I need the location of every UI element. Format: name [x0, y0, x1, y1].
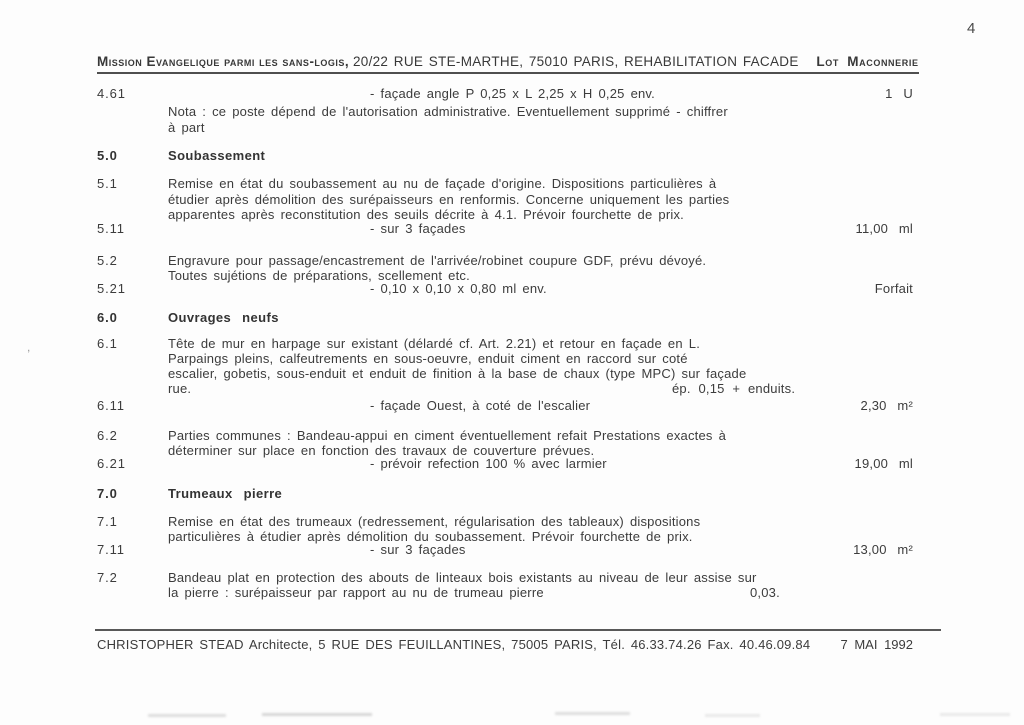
project-address: 20/22 RUE STE-MARTHE, 75010 PARIS, REHABILITATION FACADE	[352, 54, 799, 69]
item-row-5-1	[0, 176, 1024, 192]
section-number: 5.0	[97, 148, 118, 163]
item-quantity: 13,00 m²	[853, 542, 913, 557]
inline-dimension-note: 0,03.	[750, 585, 780, 600]
item-6-1-line-3	[0, 366, 1024, 382]
item-quantity: Forfait	[874, 281, 913, 296]
section-title: Ouvrages neufs	[168, 310, 279, 325]
paragraph-line: étudier après démolition des surépaisseurs en renformis. Concerne uniquement les parties	[168, 192, 730, 207]
nota-line-1	[0, 104, 1024, 120]
item-6-1-line-2	[0, 351, 1024, 367]
section-number: 6.0	[97, 310, 118, 325]
scan-artifact	[262, 713, 372, 716]
section-title: Trumeaux pierre	[168, 486, 283, 501]
item-subline: - sur 3 façades	[370, 221, 466, 236]
item-subline: - façade angle P 0,25 x L 2,25 x H 0,25 env.	[370, 86, 655, 101]
page-number: 4	[967, 20, 976, 37]
item-subline: - 0,10 x 0,10 x 0,80 ml env.	[370, 281, 547, 296]
item-row-5-2	[0, 253, 1024, 269]
architect-footer: CHRISTOPHER STEAD Architecte, 5 RUE DES FEUILLANTINES, 75005 PARIS, Tél. 46.33.74.26 Fax. 40.46.09.84	[97, 637, 811, 652]
item-quantity: 1 U	[885, 86, 913, 101]
paragraph-line: Nota : ce poste dépend de l'autorisation administrative. Eventuellement supprimé - chiffrer	[168, 104, 728, 119]
paragraph-line: apparentes après reconstitution des seuils décrite à 4.1. Prévoir fourchette de prix.	[168, 207, 684, 222]
scan-artifact	[148, 714, 226, 717]
item-row-7-2	[0, 570, 1024, 586]
project-title: Mission Evangelique parmi les sans-logis,	[97, 54, 350, 69]
section-number: 7.0	[97, 486, 118, 501]
paragraph-line: Remise en état du soubassement au nu de façade d'origine. Dispositions particulières à	[168, 176, 717, 191]
item-number: 6.11	[97, 398, 125, 413]
section-title: Soubassement	[168, 148, 266, 163]
paragraph-line: Engravure pour passage/encastrement de l'arrivée/robinet coupure GDF, prévu dévoyé.	[168, 253, 707, 268]
item-quantity: 11,00 ml	[855, 221, 913, 236]
item-number: 5.2	[97, 253, 118, 268]
item-7-2-line-2	[0, 585, 1024, 601]
nota-line-2	[0, 120, 1024, 136]
paragraph-line: déterminer sur place en fonction des travaux de couverture prévues.	[168, 443, 595, 458]
item-number: 5.21	[97, 281, 126, 296]
item-number: 6.21	[97, 456, 126, 471]
item-row-5-11	[0, 221, 1024, 237]
paragraph-line: à part	[168, 120, 205, 135]
item-quantity: 19,00 ml	[854, 456, 913, 471]
section-row-6-0	[0, 310, 1024, 326]
item-number: 7.2	[97, 570, 118, 585]
paragraph-line: Tête de mur en harpage sur existant (délardé cf. Art. 2.21) et retour en façade en L.	[168, 336, 701, 351]
item-number: 5.11	[97, 221, 125, 236]
scan-artifact	[555, 712, 630, 715]
item-6-1-line-4	[0, 381, 1024, 397]
item-row-7-1	[0, 514, 1024, 530]
footer-divider	[95, 629, 941, 631]
item-quantity: 2,30 m²	[860, 398, 913, 413]
inline-dimension-note: ép. 0,15 + enduits.	[672, 381, 796, 396]
item-subline: - prévoir refection 100 % avec larmier	[370, 456, 607, 471]
scan-artifact	[705, 714, 760, 717]
paragraph-line: Parpaings pleins, calfeutrements en sous-oeuvre, enduit ciment en raccord sur coté	[168, 351, 688, 366]
paragraph-line: Parties communes : Bandeau-appui en ciment éventuellement refait Prestations exactes à	[168, 428, 727, 443]
item-row-6-21	[0, 456, 1024, 472]
item-row-7-11	[0, 542, 1024, 558]
item-row-6-1	[0, 336, 1024, 352]
paragraph-line: Bandeau plat en protection des abouts de linteaux bois existants au niveau de leur assise sur	[168, 570, 757, 585]
item-row-6-2	[0, 428, 1024, 444]
paragraph-line: rue.	[168, 381, 192, 396]
section-row-7-0	[0, 486, 1024, 502]
scan-artifact: ,	[27, 340, 31, 354]
item-number: 5.1	[97, 176, 118, 191]
paragraph-line: Toutes sujétions de préparations, scellement etc.	[168, 268, 470, 283]
item-row-5-21	[0, 281, 1024, 297]
item-row-6-11	[0, 398, 1024, 414]
item-number: 6.2	[97, 428, 118, 443]
document-date: 7 MAI 1992	[840, 637, 913, 652]
item-number: 7.1	[97, 514, 118, 529]
paragraph-line: Remise en état des trumeaux (redressement, régularisation des tableaux) dispositions	[168, 514, 701, 529]
item-number: 6.1	[97, 336, 118, 351]
paragraph-line: particulières à étudier après démolition du soubassement. Prévoir fourchette de prix.	[168, 529, 693, 544]
item-subline: - façade Ouest, à coté de l'escalier	[370, 398, 591, 413]
scan-artifact	[940, 713, 1010, 716]
section-row-5-0	[0, 148, 1024, 164]
lot-title: Lot Maconnerie	[816, 54, 919, 69]
item-number: 7.11	[97, 542, 125, 557]
item-subline: - sur 3 façades	[370, 542, 466, 557]
paragraph-line: escalier, gobetis, sous-enduit et enduit de finition à la base de chaux (type MPC) sur façade	[168, 366, 747, 381]
paragraph-line: la pierre : surépaisseur par rapport au nu de trumeau pierre	[168, 585, 544, 600]
item-number: 4.61	[97, 86, 126, 101]
document-header	[97, 54, 919, 74]
item-row-4-61	[0, 86, 1024, 102]
item-5-1-line-2	[0, 192, 1024, 208]
